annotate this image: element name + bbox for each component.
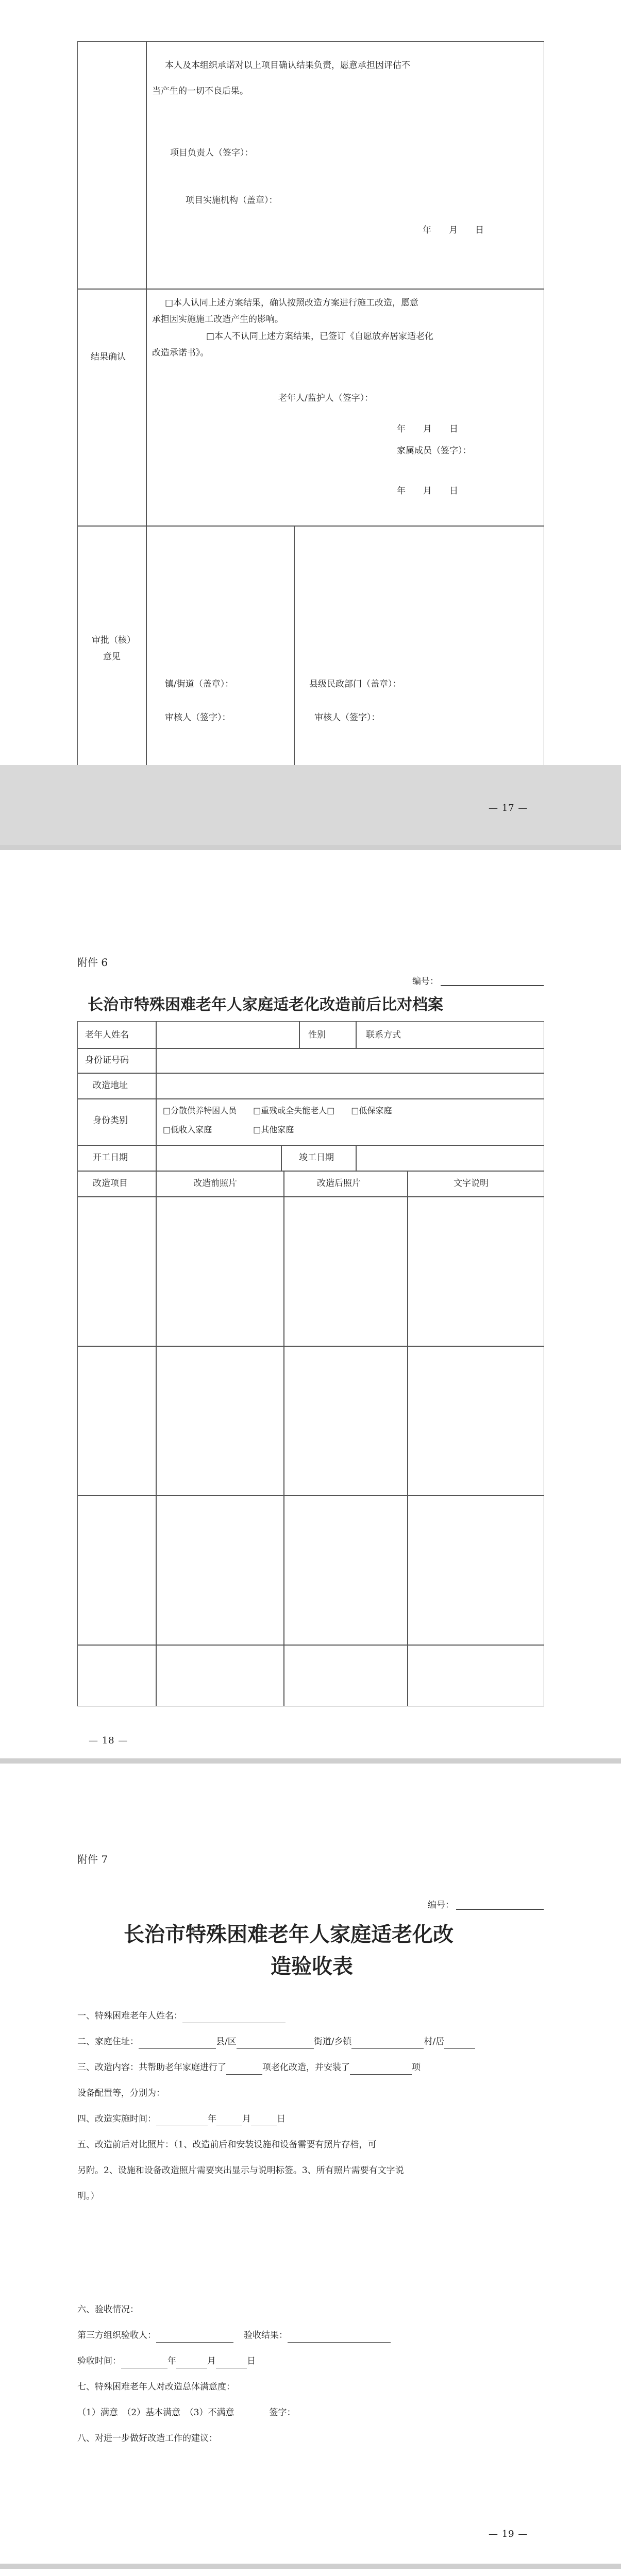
option-disagree-line-1: □本人不认同上述方案结果，已签订《自愿放弃居家适老化	[206, 331, 434, 342]
field-address: 二、家庭住址： 县/区 街道/乡镇 村/居	[77, 2035, 475, 2049]
page-number-19: — 19 —	[489, 2529, 528, 2539]
row-end-date: 竣工日期	[299, 1153, 334, 1163]
page-title-line-2: 造验收表	[271, 1954, 353, 1978]
attachment-label: 附件 6	[77, 956, 108, 969]
leader-signature-label: 项目负责人（签字）：	[170, 148, 254, 158]
page-number-17: — 17 —	[489, 803, 528, 814]
field-date: 四、改造实施时间： 年 月 日	[77, 2112, 286, 2126]
photo-note-line-3: 明。）	[77, 2191, 99, 2201]
elder-signature-label: 老年人/监护人（签字）：	[278, 393, 374, 403]
archive-table	[77, 1021, 544, 1706]
satisfaction-heading: 七、特殊困难老年人对改造总体满意度：	[77, 2382, 235, 2392]
row-address: 改造地址	[93, 1080, 128, 1091]
header-item: 改造项目	[93, 1178, 128, 1189]
town-seal-label: 镇/街道（盖章）：	[165, 679, 234, 689]
attachment-label: 附件 7	[77, 1853, 108, 1866]
page-separator	[0, 2564, 621, 2569]
result-confirmation-label: 结果确认	[91, 352, 126, 362]
row-start-date: 开工日期	[93, 1153, 128, 1163]
header-before-photo: 改造前照片	[193, 1178, 237, 1189]
identity-options-2: □低收入家庭 □其他家庭	[163, 1125, 294, 1134]
page-title-line-1: 长治市特殊困难老年人家庭适老化改	[124, 1922, 454, 1946]
serial-label: 编号：	[428, 1900, 454, 1910]
auditor-signature-2: 审核人（签字）：	[314, 713, 380, 723]
option-agree-line-2: 承担因实施施工改造产生的影响。	[152, 314, 283, 325]
auditor-signature-1: 审核人（签字）：	[165, 713, 231, 723]
header-text-note: 文字说明	[454, 1178, 489, 1189]
page-18	[0, 850, 621, 1758]
row-id-number: 身份证号码	[85, 1055, 129, 1065]
field-content: 三、改造内容：共帮助老年家庭进行了 项老化改造，并安装了 项	[77, 2061, 421, 2075]
org-seal-label: 项目实施机构（盖章）：	[186, 195, 278, 206]
county-seal-label: 县级民政部门（盖章）：	[309, 679, 401, 689]
acceptance-heading: 六、验收情况：	[77, 2304, 139, 2315]
photo-note-line-1: 五、改造前后对比照片：（1、改造前后和安装设施和设备需要有照片存档，可	[77, 2140, 377, 2150]
serial-underline	[456, 1909, 544, 1910]
identity-options-1: □分散供养特困人员 □重残或全失能老人□ □低保家庭	[163, 1106, 392, 1115]
audit-label-1: 审批（核）	[92, 635, 136, 646]
promise-line-2: 当产生的一切不良后果。	[152, 86, 248, 96]
audit-label-2: 意见	[103, 652, 121, 662]
acceptance-date: 验收时间： 年 月 日	[77, 2354, 256, 2368]
page-separator	[0, 845, 621, 850]
date-label: 年 月 日	[423, 225, 484, 235]
header-after-photo: 改造后照片	[317, 1178, 361, 1189]
date-label-3: 年 月 日	[397, 486, 458, 496]
page-20	[0, 2569, 621, 2576]
family-signature-label: 家属成员（签字）：	[397, 446, 472, 456]
serial-label: 编号：	[412, 976, 439, 987]
page-19	[0, 1764, 621, 2564]
satisfaction-options: （1）满意 （2）基本满意 （3）不满意 签字：	[77, 2408, 296, 2418]
acceptance-inspector: 第三方组织验收人： 验收结果：	[77, 2329, 391, 2343]
row-gender: 性别	[308, 1030, 326, 1040]
row-contact: 联系方式	[366, 1030, 401, 1040]
date-label-2: 年 月 日	[397, 424, 458, 434]
page-17	[0, 0, 621, 765]
page-number-18: — 18 —	[89, 1735, 128, 1746]
photo-note-line-2: 另附。2、设施和设备改造照片需要突出显示与说明标签。3、所有照片需要有文字说	[77, 2165, 404, 2176]
promise-line-1: 本人及本组织承诺对以上项目确认结果负责，愿意承担因评估不	[165, 60, 410, 71]
field-elder-name: 一、特殊困难老年人姓名：	[77, 2009, 286, 2023]
serial-underline	[441, 985, 544, 986]
page-title: 长治市特殊困难老年人家庭适老化改造前后比对档案	[88, 996, 443, 1014]
row-elder-name: 老年人姓名	[85, 1030, 129, 1040]
suggestion-heading: 八、对进一步做好改造工作的建议：	[77, 2433, 217, 2444]
row-identity-type: 身份类别	[93, 1115, 128, 1126]
option-agree-line-1: □本人认同上述方案结果，确认按照改造方案进行施工改造，愿意	[165, 298, 419, 308]
page-separator	[0, 1758, 621, 1764]
field-content-2: 设备配置等，分别为：	[77, 2088, 165, 2098]
option-disagree-line-2: 改造承诺书》。	[152, 348, 209, 358]
